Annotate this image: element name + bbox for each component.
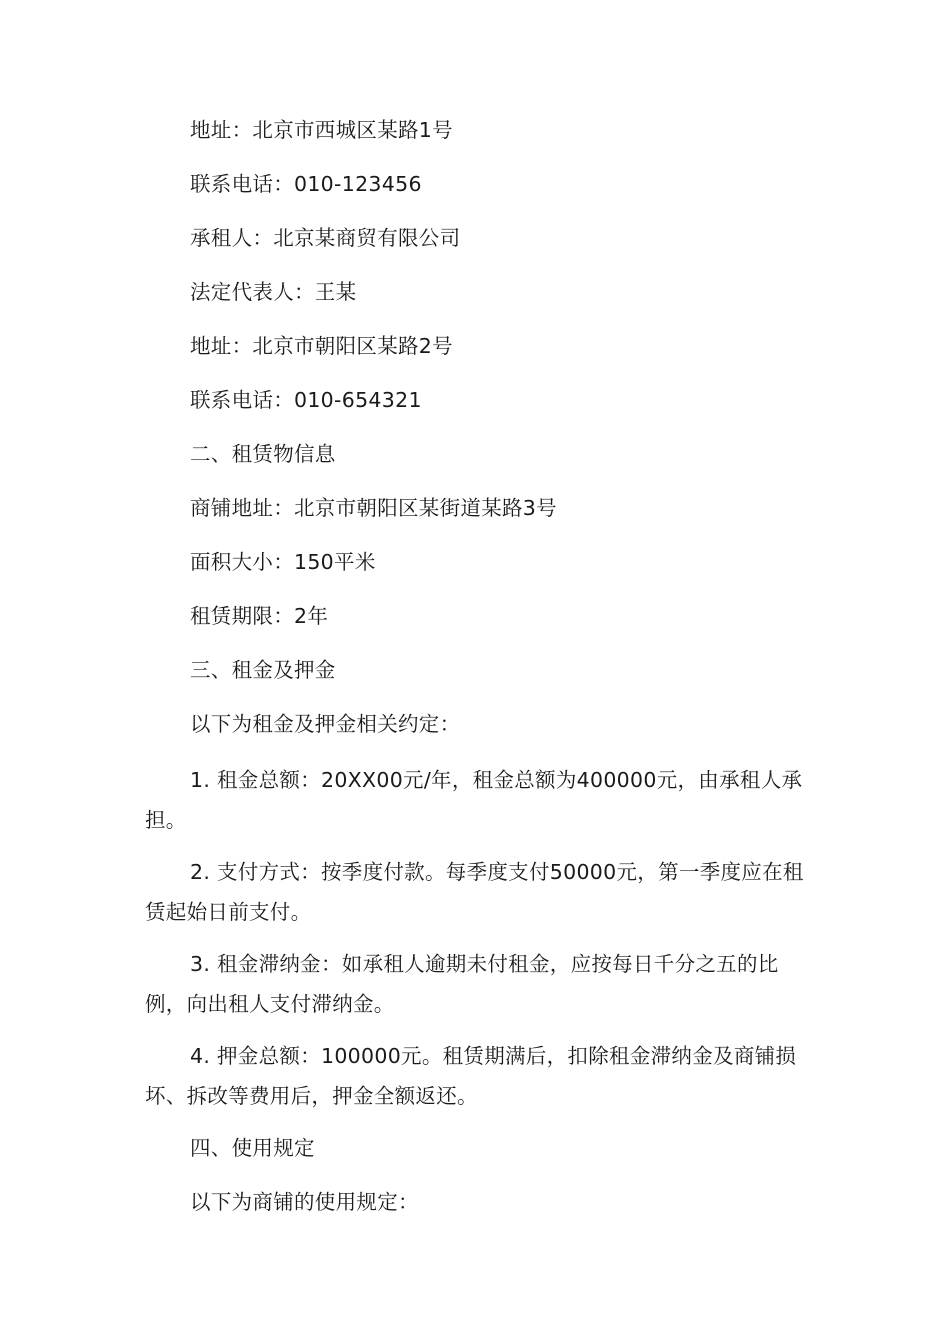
- lessee-phone: 联系电话：010-654321: [190, 388, 422, 412]
- section2-heading: 二、租赁物信息: [190, 442, 336, 466]
- section3-heading: 三、租金及押金: [190, 658, 336, 682]
- lessor-phone: 联系电话：010-123456: [190, 172, 422, 196]
- section3-intro: 以下为租金及押金相关约定：: [190, 712, 461, 736]
- lessee-name: 承租人：北京某商贸有限公司: [190, 226, 461, 250]
- lessee-legal-representative: 法定代表人：王某: [190, 280, 357, 304]
- lessee-address: 地址：北京市朝阳区某路2号: [190, 334, 453, 358]
- shop-address: 商铺地址：北京市朝阳区某街道某路3号: [190, 496, 557, 520]
- clause-late-fee: 3. 租金滞纳金：如承租人逾期未付租金，应按每日千分之五的比例，向出租人支付滞纳金。: [145, 952, 779, 1016]
- section4-intro: 以下为商铺的使用规定：: [190, 1190, 419, 1214]
- clause-deposit: 4. 押金总额：100000元。租赁期满后，扣除租金滞纳金及商铺损坏、拆改等费用后，押金全额返还。: [145, 1044, 797, 1108]
- clause-payment-method: 2. 支付方式：按季度付款。每季度支付50000元，第一季度应在租赁起始日前支付。: [145, 860, 804, 924]
- shop-area: 面积大小：150平米: [190, 550, 376, 574]
- lease-term: 租赁期限：2年: [190, 604, 329, 628]
- lessor-address: 地址：北京市西城区某路1号: [190, 118, 453, 142]
- section4-heading: 四、使用规定: [190, 1136, 315, 1160]
- clause-rent-total: 1. 租金总额：20XX00元/年，租金总额为400000元，由承租人承担。: [145, 768, 803, 832]
